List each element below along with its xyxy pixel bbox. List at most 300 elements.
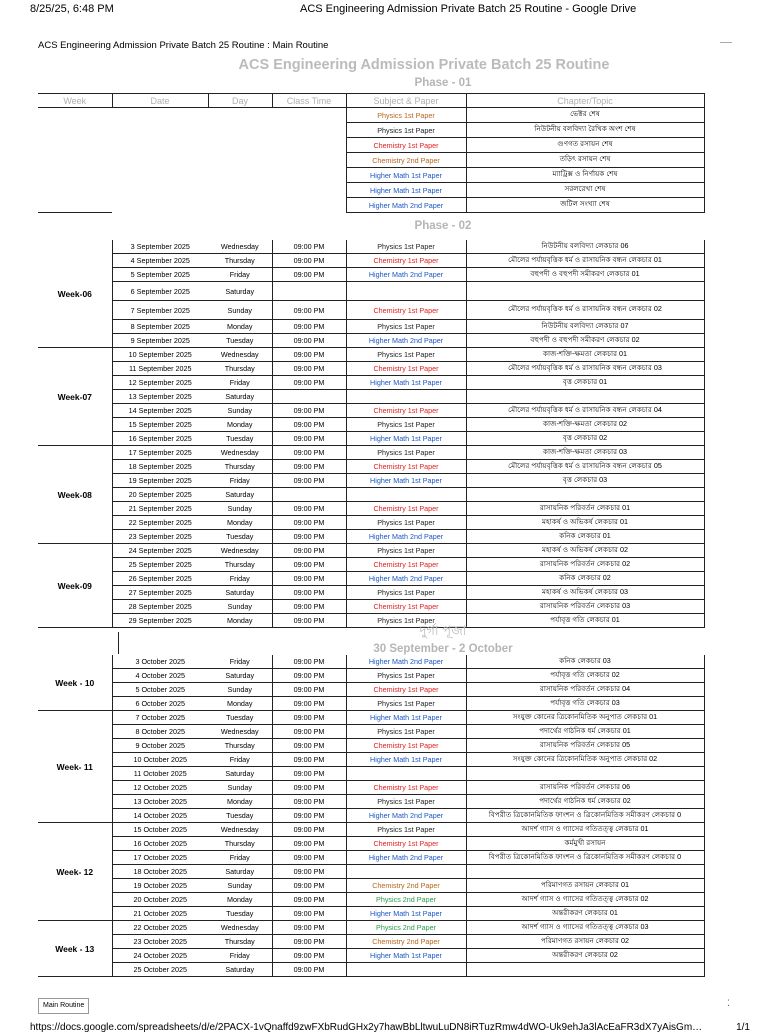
date-cell: 14 September 2025	[112, 404, 208, 418]
puja-notice	[156, 622, 730, 655]
time-cell: 09:00 PM	[272, 376, 346, 390]
date-cell: 4 September 2025	[112, 254, 208, 268]
date-cell: 11 September 2025	[112, 362, 208, 376]
chapter-cell: রাসায়নিক পরিবর্তন লেকচার 03	[466, 600, 704, 614]
date-cell: 7 October 2025	[112, 711, 208, 725]
week-label: Week-09	[38, 544, 112, 628]
day-cell: Wednesday	[208, 446, 272, 460]
week-label: Week- 11	[38, 711, 112, 823]
chapter-cell: সরলরেখা শেষ	[466, 183, 704, 198]
subject-cell: Higher Math 1st Paper	[346, 183, 466, 198]
subject-cell: Higher Math 1st Paper	[346, 432, 466, 446]
chapter-cell: জটিল সংখ্যা শেষ	[466, 198, 704, 213]
subject-cell: Chemistry 1st Paper	[346, 600, 466, 614]
table-row	[38, 739, 704, 753]
time-cell: 09:00 PM	[272, 669, 346, 683]
subject-cell: Physics 1st Paper	[346, 240, 466, 254]
date-cell: 19 October 2025	[112, 879, 208, 893]
table-row	[38, 963, 704, 977]
table-row	[38, 893, 704, 907]
chapter-cell: নিউটনীয় বলবিদ্যা রৈখিক অংশ শেষ	[466, 123, 704, 138]
day-cell: Wednesday	[208, 348, 272, 362]
subject-cell: Higher Math 1st Paper	[346, 711, 466, 725]
day-cell: Wednesday	[208, 544, 272, 558]
time-cell: 09:00 PM	[272, 921, 346, 935]
time-cell: 09:00 PM	[272, 823, 346, 837]
page-number: 1/1	[736, 1022, 750, 1033]
day-cell: Tuesday	[208, 334, 272, 348]
phase-01-table	[38, 93, 705, 213]
day-cell: Saturday	[208, 586, 272, 600]
subject-cell: Physics 1st Paper	[346, 446, 466, 460]
table-row	[38, 282, 704, 301]
subject-cell	[346, 767, 466, 781]
chapter-cell: অন্তরীকরণ লেকচার 02	[466, 949, 704, 963]
subject-cell: Higher Math 2nd Paper	[346, 268, 466, 282]
date-cell: 9 September 2025	[112, 334, 208, 348]
date-cell: 9 October 2025	[112, 739, 208, 753]
date-cell: 20 September 2025	[112, 488, 208, 502]
time-cell: 09:00 PM	[272, 725, 346, 739]
time-cell: 09:00 PM	[272, 963, 346, 977]
subject-cell: Chemistry 1st Paper	[346, 683, 466, 697]
time-cell: 09:00 PM	[272, 586, 346, 600]
subject-cell: Chemistry 1st Paper	[346, 502, 466, 516]
subject-cell: Chemistry 1st Paper	[346, 781, 466, 795]
time-cell: 09:00 PM	[272, 474, 346, 488]
day-cell: Sunday	[208, 600, 272, 614]
chapter-cell: রাসায়নিক পরিবর্তন লেকচার 04	[466, 683, 704, 697]
table-row	[38, 823, 704, 837]
week-label: Week- 12	[38, 823, 112, 921]
day-cell	[208, 153, 272, 168]
date-cell: 7 September 2025	[112, 301, 208, 320]
table-row	[38, 809, 704, 823]
date-cell	[112, 168, 208, 183]
subject-cell: Chemistry 1st Paper	[346, 138, 466, 153]
day-cell: Wednesday	[208, 725, 272, 739]
table-row	[38, 725, 704, 739]
subject-cell	[346, 390, 466, 404]
column-header: Class Time	[272, 94, 346, 108]
date-cell: 19 September 2025	[112, 474, 208, 488]
subject-cell: Higher Math 1st Paper	[346, 949, 466, 963]
table-row	[38, 572, 704, 586]
subject-cell: Physics 1st Paper	[346, 320, 466, 334]
chapter-cell: পরিমাণগত রসায়ন লেকচার 01	[466, 879, 704, 893]
day-cell	[208, 123, 272, 138]
day-cell: Saturday	[208, 669, 272, 683]
chapter-cell: ম্যাট্রিক্স ও নির্ণায়ক শেষ	[466, 168, 704, 183]
time-cell	[272, 390, 346, 404]
sheet-tab-main-routine[interactable]: Main Routine	[38, 998, 89, 1014]
subject-cell: Physics 2nd Paper	[346, 921, 466, 935]
table-row	[38, 334, 704, 348]
chapter-cell: তড়িৎ রসায়ন শেষ	[466, 153, 704, 168]
time-cell	[272, 183, 346, 198]
time-cell: 09:00 PM	[272, 516, 346, 530]
time-cell	[272, 282, 346, 301]
time-cell	[272, 168, 346, 183]
date-cell	[112, 138, 208, 153]
date-cell: 18 September 2025	[112, 460, 208, 474]
date-cell: 8 September 2025	[112, 320, 208, 334]
chapter-cell	[466, 865, 704, 879]
time-cell: 09:00 PM	[272, 334, 346, 348]
chapter-cell: সংযুক্ত কোনের ত্রিকোনমিতিক অনুপাত লেকচার 01	[466, 711, 704, 725]
chapter-cell: আদর্শ গ্যাস ও গ্যাসের গতিতত্ত্ব লেকচার 03	[466, 921, 704, 935]
chapter-cell: রাসায়নিক পরিবর্তন লেকচার 01	[466, 502, 704, 516]
day-cell	[208, 168, 272, 183]
time-cell: 09:00 PM	[272, 949, 346, 963]
time-cell: 09:00 PM	[272, 301, 346, 320]
day-cell: Thursday	[208, 558, 272, 572]
table-row	[38, 935, 704, 949]
time-cell: 09:00 PM	[272, 600, 346, 614]
table-row	[38, 390, 704, 404]
date-cell: 8 October 2025	[112, 725, 208, 739]
day-cell: Thursday	[208, 460, 272, 474]
subject-cell: Physics 1st Paper	[346, 348, 466, 362]
day-cell: Friday	[208, 949, 272, 963]
chapter-cell: কনিক লেকচার 01	[466, 530, 704, 544]
table-row	[38, 474, 704, 488]
subject-cell: Higher Math 2nd Paper	[346, 334, 466, 348]
date-cell: 5 October 2025	[112, 683, 208, 697]
time-cell	[272, 138, 346, 153]
time-cell: 09:00 PM	[272, 254, 346, 268]
sheet-title: ACS Engineering Admission Private Batch 25 Routine : Main Routine	[38, 40, 329, 51]
print-title: ACS Engineering Admission Private Batch 25 Routine - Google Drive	[300, 3, 637, 15]
chapter-cell: পর্যাবৃত্ত গতি লেকচার 03	[466, 697, 704, 711]
table-row	[38, 655, 704, 669]
day-cell: Friday	[208, 655, 272, 669]
subject-cell: Higher Math 2nd Paper	[346, 655, 466, 669]
chapter-cell: মৌলের পর্যায়বৃত্তিক ধর্ম ও রাসায়নিক বন্ধন লেকচার 05	[466, 460, 704, 474]
subject-cell: Physics 1st Paper	[346, 108, 466, 123]
subject-cell: Chemistry 1st Paper	[346, 558, 466, 572]
date-cell: 4 October 2025	[112, 669, 208, 683]
puja-title: দুর্গা পূজা	[419, 623, 467, 638]
day-cell: Tuesday	[208, 711, 272, 725]
chapter-cell: বৃত্ত লেকচার 02	[466, 432, 704, 446]
time-cell: 09:00 PM	[272, 268, 346, 282]
date-cell: 22 September 2025	[112, 516, 208, 530]
time-cell: 09:00 PM	[272, 865, 346, 879]
date-cell: 15 September 2025	[112, 418, 208, 432]
date-cell: 25 September 2025	[112, 558, 208, 572]
time-cell: 09:00 PM	[272, 851, 346, 865]
chapter-cell: মহাকর্ষ ও অভিকর্ষ লেকচার 02	[466, 544, 704, 558]
subject-cell: Physics 1st Paper	[346, 725, 466, 739]
date-cell: 24 October 2025	[112, 949, 208, 963]
date-cell: 15 October 2025	[112, 823, 208, 837]
time-cell	[272, 108, 346, 123]
chapter-cell	[466, 488, 704, 502]
subject-cell: Physics 1st Paper	[346, 544, 466, 558]
time-cell: 09:00 PM	[272, 837, 346, 851]
subject-cell: Higher Math 2nd Paper	[346, 530, 466, 544]
time-cell: 09:00 PM	[272, 893, 346, 907]
column-header: Day	[208, 94, 272, 108]
table-row	[38, 460, 704, 474]
subject-cell: Chemistry 2nd Paper	[346, 153, 466, 168]
day-cell: Saturday	[208, 488, 272, 502]
subject-cell: Chemistry 2nd Paper	[346, 879, 466, 893]
table-row	[38, 711, 704, 725]
table-row	[38, 254, 704, 268]
day-cell: Wednesday	[208, 240, 272, 254]
time-cell: 09:00 PM	[272, 683, 346, 697]
subject-cell: Physics 1st Paper	[346, 586, 466, 600]
week-label: Week-08	[38, 446, 112, 544]
chapter-cell: কাজ-শক্তি-ক্ষমতা লেকচার 02	[466, 418, 704, 432]
date-cell: 11 October 2025	[112, 767, 208, 781]
day-cell: Sunday	[208, 404, 272, 418]
table-row	[38, 586, 704, 600]
date-cell: 10 September 2025	[112, 348, 208, 362]
time-cell	[272, 488, 346, 502]
date-cell: 12 October 2025	[112, 781, 208, 795]
subject-cell: Higher Math 1st Paper	[346, 907, 466, 921]
chapter-cell: বিপরীত ত্রিকোনমিতিক ফাংশন ও ত্রিকোনমিতিক সমীকরণ লেকচার 0	[466, 851, 704, 865]
chapter-cell: বহুপদী ও বহুপদী সমীকরণ লেকচার 01	[466, 268, 704, 282]
subject-cell	[346, 865, 466, 879]
day-cell: Monday	[208, 614, 272, 628]
date-cell: 28 September 2025	[112, 600, 208, 614]
table-row	[38, 907, 704, 921]
date-cell	[112, 153, 208, 168]
date-cell: 25 October 2025	[112, 963, 208, 977]
subject-cell: Physics 1st Paper	[346, 823, 466, 837]
chapter-cell: বহুপদী ও বহুপদী সমীকরণ লেকচার 02	[466, 334, 704, 348]
table-row	[38, 516, 704, 530]
day-cell	[208, 108, 272, 123]
table-row	[38, 879, 704, 893]
chapter-cell: রাসায়নিক পরিবর্তন লেকচার 05	[466, 739, 704, 753]
subject-cell	[346, 963, 466, 977]
subject-cell: Higher Math 2nd Paper	[346, 809, 466, 823]
time-cell: 09:00 PM	[272, 460, 346, 474]
subject-cell: Chemistry 1st Paper	[346, 837, 466, 851]
day-cell: Sunday	[208, 683, 272, 697]
chapter-cell: ভেক্টর শেষ	[466, 108, 704, 123]
chapter-cell	[466, 963, 704, 977]
day-cell: Sunday	[208, 301, 272, 320]
table-row	[38, 418, 704, 432]
time-cell: 09:00 PM	[272, 348, 346, 362]
chapter-cell: কনিক লেকচার 03	[466, 655, 704, 669]
collapse-icon[interactable]	[720, 42, 732, 43]
table-row	[38, 488, 704, 502]
table-row	[38, 558, 704, 572]
more-options-icon[interactable]: ⁚	[727, 998, 730, 1008]
chapter-cell: মৌলের পর্যায়বৃত্তিক ধর্ম ও রাসায়নিক বন্ধন লেকচার 01	[466, 254, 704, 268]
date-cell: 16 September 2025	[112, 432, 208, 446]
table-row	[38, 767, 704, 781]
day-cell: Wednesday	[208, 921, 272, 935]
table-row	[38, 108, 704, 123]
table-row	[38, 123, 704, 138]
day-cell: Thursday	[208, 837, 272, 851]
time-cell: 09:00 PM	[272, 795, 346, 809]
date-cell: 17 October 2025	[112, 851, 208, 865]
day-cell: Saturday	[208, 390, 272, 404]
print-datetime: 8/25/25, 6:48 PM	[30, 3, 114, 15]
chapter-cell: রাসায়নিক পরিবর্তন লেকচার 02	[466, 558, 704, 572]
chapter-cell: গুণগত রসায়ন শেষ	[466, 138, 704, 153]
subject-cell: Higher Math 1st Paper	[346, 474, 466, 488]
date-cell: 5 September 2025	[112, 268, 208, 282]
date-cell: 10 October 2025	[112, 753, 208, 767]
table-row	[38, 530, 704, 544]
table-row	[38, 240, 704, 254]
date-cell: 23 September 2025	[112, 530, 208, 544]
date-cell: 18 October 2025	[112, 865, 208, 879]
table-row	[38, 921, 704, 935]
table-row	[38, 348, 704, 362]
table-row	[38, 865, 704, 879]
phase-02-table	[38, 240, 705, 628]
chapter-cell: কর্মমুখী রসায়ন	[466, 837, 704, 851]
table-row	[38, 183, 704, 198]
print-header	[0, 0, 768, 20]
chapter-cell: নিউটনীয় বলবিদ্যা লেকচার 06	[466, 240, 704, 254]
subject-cell: Physics 1st Paper	[346, 418, 466, 432]
table-row	[38, 198, 704, 213]
time-cell: 09:00 PM	[272, 809, 346, 823]
date-cell: 16 October 2025	[112, 837, 208, 851]
table-row	[38, 795, 704, 809]
date-cell	[112, 198, 208, 213]
date-cell: 20 October 2025	[112, 893, 208, 907]
subject-cell: Higher Math 1st Paper	[346, 168, 466, 183]
time-cell: 09:00 PM	[272, 935, 346, 949]
table-row	[38, 600, 704, 614]
table-row	[38, 683, 704, 697]
day-cell: Monday	[208, 516, 272, 530]
table-row	[38, 753, 704, 767]
day-cell: Thursday	[208, 254, 272, 268]
week-label: Week-07	[38, 348, 112, 446]
day-cell: Tuesday	[208, 432, 272, 446]
phase-02-label: Phase - 02	[414, 220, 472, 232]
date-cell: 6 September 2025	[112, 282, 208, 301]
subject-cell: Physics 2nd Paper	[346, 893, 466, 907]
day-cell: Friday	[208, 474, 272, 488]
day-cell: Friday	[208, 753, 272, 767]
table-row	[38, 502, 704, 516]
chapter-cell: বিপরীত ত্রিকোনমিতিক ফাংশন ও ত্রিকোনমিতিক সমীকরণ লেকচার 0	[466, 809, 704, 823]
date-cell: 13 September 2025	[112, 390, 208, 404]
day-cell: Thursday	[208, 935, 272, 949]
day-cell	[208, 198, 272, 213]
week-label: Week-06	[38, 240, 112, 348]
day-cell: Friday	[208, 851, 272, 865]
chapter-cell: পরিমাণগত রসায়ন লেকচার 02	[466, 935, 704, 949]
subject-cell: Chemistry 1st Paper	[346, 254, 466, 268]
main-title: ACS Engineering Admission Private Batch 25 Routine	[238, 57, 610, 73]
date-cell	[112, 108, 208, 123]
table-row	[38, 376, 704, 390]
date-cell: 12 September 2025	[112, 376, 208, 390]
time-cell	[272, 123, 346, 138]
subject-cell: Higher Math 2nd Paper	[346, 572, 466, 586]
time-cell: 09:00 PM	[272, 767, 346, 781]
subject-cell: Chemistry 2nd Paper	[346, 935, 466, 949]
day-cell: Sunday	[208, 781, 272, 795]
time-cell: 09:00 PM	[272, 530, 346, 544]
day-cell: Thursday	[208, 739, 272, 753]
table-row	[38, 669, 704, 683]
day-cell: Monday	[208, 697, 272, 711]
time-cell: 09:00 PM	[272, 544, 346, 558]
day-cell: Saturday	[208, 282, 272, 301]
table-row	[38, 404, 704, 418]
time-cell: 09:00 PM	[272, 240, 346, 254]
time-cell: 09:00 PM	[272, 753, 346, 767]
date-cell: 14 October 2025	[112, 809, 208, 823]
puja-divider	[118, 632, 119, 654]
subject-cell: Chemistry 1st Paper	[346, 301, 466, 320]
week-cell	[38, 108, 112, 213]
table-row	[38, 432, 704, 446]
time-cell: 09:00 PM	[272, 558, 346, 572]
day-cell: Monday	[208, 320, 272, 334]
chapter-cell: পদার্থের গাঠনিক ধর্ম লেকচার 02	[466, 795, 704, 809]
day-cell: Monday	[208, 893, 272, 907]
time-cell: 09:00 PM	[272, 781, 346, 795]
time-cell: 09:00 PM	[272, 502, 346, 516]
subject-cell: Physics 1st Paper	[346, 669, 466, 683]
subject-cell: Chemistry 1st Paper	[346, 739, 466, 753]
chapter-cell: কাজ-শক্তি-ক্ষমতা লেকচার 03	[466, 446, 704, 460]
date-cell: 23 October 2025	[112, 935, 208, 949]
chapter-cell: বৃত্ত লেকচার 01	[466, 376, 704, 390]
table-row	[38, 949, 704, 963]
subject-cell: Chemistry 1st Paper	[346, 362, 466, 376]
chapter-cell: আদর্শ গ্যাস ও গ্যাসের গতিতত্ত্ব লেকচার 02	[466, 893, 704, 907]
date-cell	[112, 123, 208, 138]
time-cell: 09:00 PM	[272, 614, 346, 628]
date-cell: 6 October 2025	[112, 697, 208, 711]
chapter-cell: মৌলের পর্যায়বৃত্তিক ধর্ম ও রাসায়নিক বন্ধন লেকচার 03	[466, 362, 704, 376]
time-cell: 09:00 PM	[272, 655, 346, 669]
chapter-cell	[466, 767, 704, 781]
subject-cell: Physics 1st Paper	[346, 516, 466, 530]
column-header: Chapter/Topic	[466, 94, 704, 108]
subject-cell: Physics 1st Paper	[346, 123, 466, 138]
subject-cell	[346, 282, 466, 301]
day-cell: Monday	[208, 418, 272, 432]
date-cell: 3 September 2025	[112, 240, 208, 254]
chapter-cell: পদার্থের গাঠনিক ধর্ম লেকচার 01	[466, 725, 704, 739]
chapter-cell: মৌলের পর্যায়বৃত্তিক ধর্ম ও রাসায়নিক বন্ধন লেকচার 04	[466, 404, 704, 418]
phase-01-label: Phase - 01	[414, 77, 472, 89]
chapter-cell: কনিক লেকচার 02	[466, 572, 704, 586]
day-cell: Tuesday	[208, 530, 272, 544]
table-row	[38, 446, 704, 460]
subject-cell: Higher Math 2nd Paper	[346, 851, 466, 865]
chapter-cell: রাসায়নিক পরিবর্তন লেকচার 06	[466, 781, 704, 795]
date-cell: 21 September 2025	[112, 502, 208, 516]
time-cell: 09:00 PM	[272, 320, 346, 334]
page-url: https://docs.google.com/spreadsheets/d/e/2PACX-1vQnaffd9zwFXbRudGHx2y7hawBbLltwuLuDN8iRTuzRmw4dWO-Uk9ehJa3lAcEaFR3dX7yAisGm…	[30, 1022, 703, 1033]
table-row	[38, 320, 704, 334]
chapter-cell: বৃত্ত লেকচার 03	[466, 474, 704, 488]
table-row	[38, 153, 704, 168]
chapter-cell: অন্তরীকরণ লেকচার 01	[466, 907, 704, 921]
